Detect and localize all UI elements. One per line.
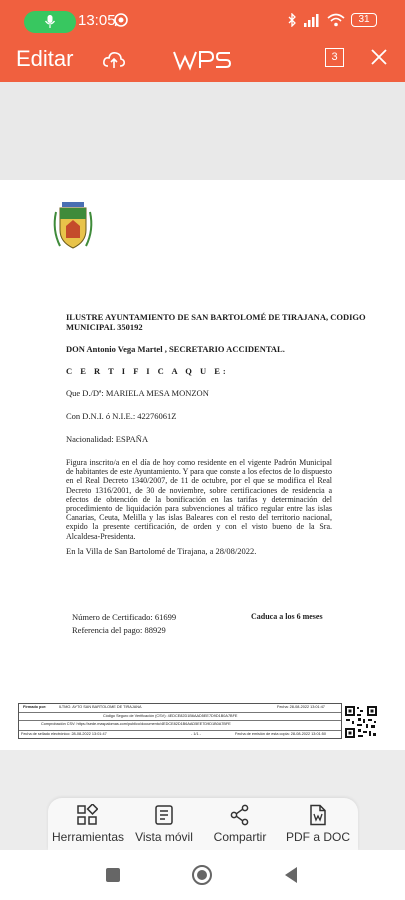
csv-check-url[interactable]: Comprobación CSV: https://sede.maspalomas.com/publico/documento/4EDCE82D1B6AAD5EE7D9D1B0A7BFE (41, 722, 231, 726)
share-button[interactable] (208, 804, 272, 844)
pdf-to-doc-icon (307, 804, 329, 826)
electronic-signature-box (18, 703, 342, 739)
back-icon[interactable] (283, 866, 299, 884)
tab-count-button[interactable]: 3 (325, 48, 344, 67)
mobile-view-label: Vista móvil (135, 830, 193, 844)
tools-label: Herramientas (52, 830, 125, 844)
signature-date: Fecha: 28-08-2022 13:01:47 (277, 705, 325, 709)
whatsapp-icon (114, 13, 128, 27)
signed-by-value: ILTMO. AYTO SAN BARTOLOME DE TIRAJANA (59, 705, 142, 709)
signal-icon (303, 14, 321, 27)
dni-line: Con D.N.I. ó N.I.E.: 42276061Z (66, 411, 177, 421)
pdf-page[interactable] (0, 180, 405, 750)
bottom-action-bar (48, 798, 358, 850)
pdf-to-doc-label: PDF a DOC (285, 830, 350, 844)
payment-reference: Referencia del pago: 88929 (72, 625, 166, 635)
edit-button[interactable]: Editar (16, 46, 74, 71)
coat-of-arms-caption (46, 243, 106, 247)
certificate-number: Número de Certificado: 61699 (72, 612, 177, 622)
secretario-line: DON Antonio Vega Martel , SECRETARIO ACCIDENTAL. (66, 344, 285, 354)
recent-apps-icon[interactable] (105, 867, 121, 883)
share-label: Compartir (213, 830, 267, 844)
bluetooth-icon (287, 13, 297, 27)
person-name-line: Que D./Dª: MARIELA MESA MONZON (66, 388, 209, 398)
wps-logo (172, 49, 232, 71)
nationality-line: Nacionalidad: ESPAÑA (66, 434, 149, 444)
stamp-row (19, 730, 341, 738)
system-nav-bar (0, 850, 405, 900)
place-date-line: En la Villa de San Bartolomé de Tirajana, a 28/08/2022. (66, 546, 257, 556)
system-icons (287, 13, 377, 27)
document-margin-top (0, 82, 405, 180)
certifica-line: C E R T I F I C A Q U E: (66, 366, 229, 376)
battery-indicator: 31 (351, 13, 377, 27)
ongoing-call-pill[interactable] (24, 11, 76, 33)
stamp-date: Fecha de sellado electrónico: 28-08-2022 13:01:47 (21, 732, 107, 736)
mobile-view-icon (153, 804, 175, 826)
qr-code-icon (344, 705, 378, 739)
mobile-view-button[interactable] (132, 804, 196, 844)
share-icon (229, 804, 251, 826)
municipality-coat-of-arms-icon (48, 200, 98, 280)
close-icon[interactable] (370, 48, 388, 66)
tools-grid-icon (76, 804, 98, 826)
app-toolbar (0, 42, 405, 82)
clock: 13:05 (78, 12, 116, 29)
document-heading: ILUSTRE AYUNTAMIENTO DE SAN BARTOLOMÉ DE TIRAJANA, CODIGO MUNICIPAL 350192 (66, 312, 366, 332)
microphone-icon (44, 15, 56, 29)
tools-button[interactable] (52, 804, 125, 844)
status-bar (0, 0, 405, 42)
certificate-body: Figura inscrito/a en el día de hoy como residente en el vigente Padrón Municipal de habitantes de este Ayuntamiento. Y para que conste a los efectos de lo dispuesto en el Real Decreto 1340/2007, de 11 de octubre, por el que se modifica el Real Decreto 1316/2001, de 30 de noviembre, sobre certificaciones de residencia a efectos de obtención de la bonificación en las tarifas y determinación del procedimiento de liquidación para subvenciones al tráfico regular entre las islas Canarias, Ceuta, Melilla y las islas Baleares con el resto del territorio nacional, expido la presente certificación, de orden y con el visto bueno de la Sra. Alcaldesa-Presidenta. (66, 458, 332, 541)
page-indicator: - 1/1 - (191, 732, 201, 736)
home-icon[interactable] (191, 864, 213, 886)
wifi-icon (327, 13, 345, 27)
expiry-note: Caduca a los 6 meses (251, 612, 323, 621)
csv-code: Código Seguro de Verificación (CSV): 4EDCE82D1B6AAD5EE7D9D1B0A7BFE (103, 714, 238, 718)
pdf-to-doc-button[interactable] (282, 804, 354, 844)
signed-by-label: Firmado por: (23, 705, 47, 709)
copy-issue-date: Fecha de emisión de esta copia: 28-08-2022 13:01:50 (235, 732, 326, 736)
cloud-upload-icon[interactable] (102, 48, 126, 72)
